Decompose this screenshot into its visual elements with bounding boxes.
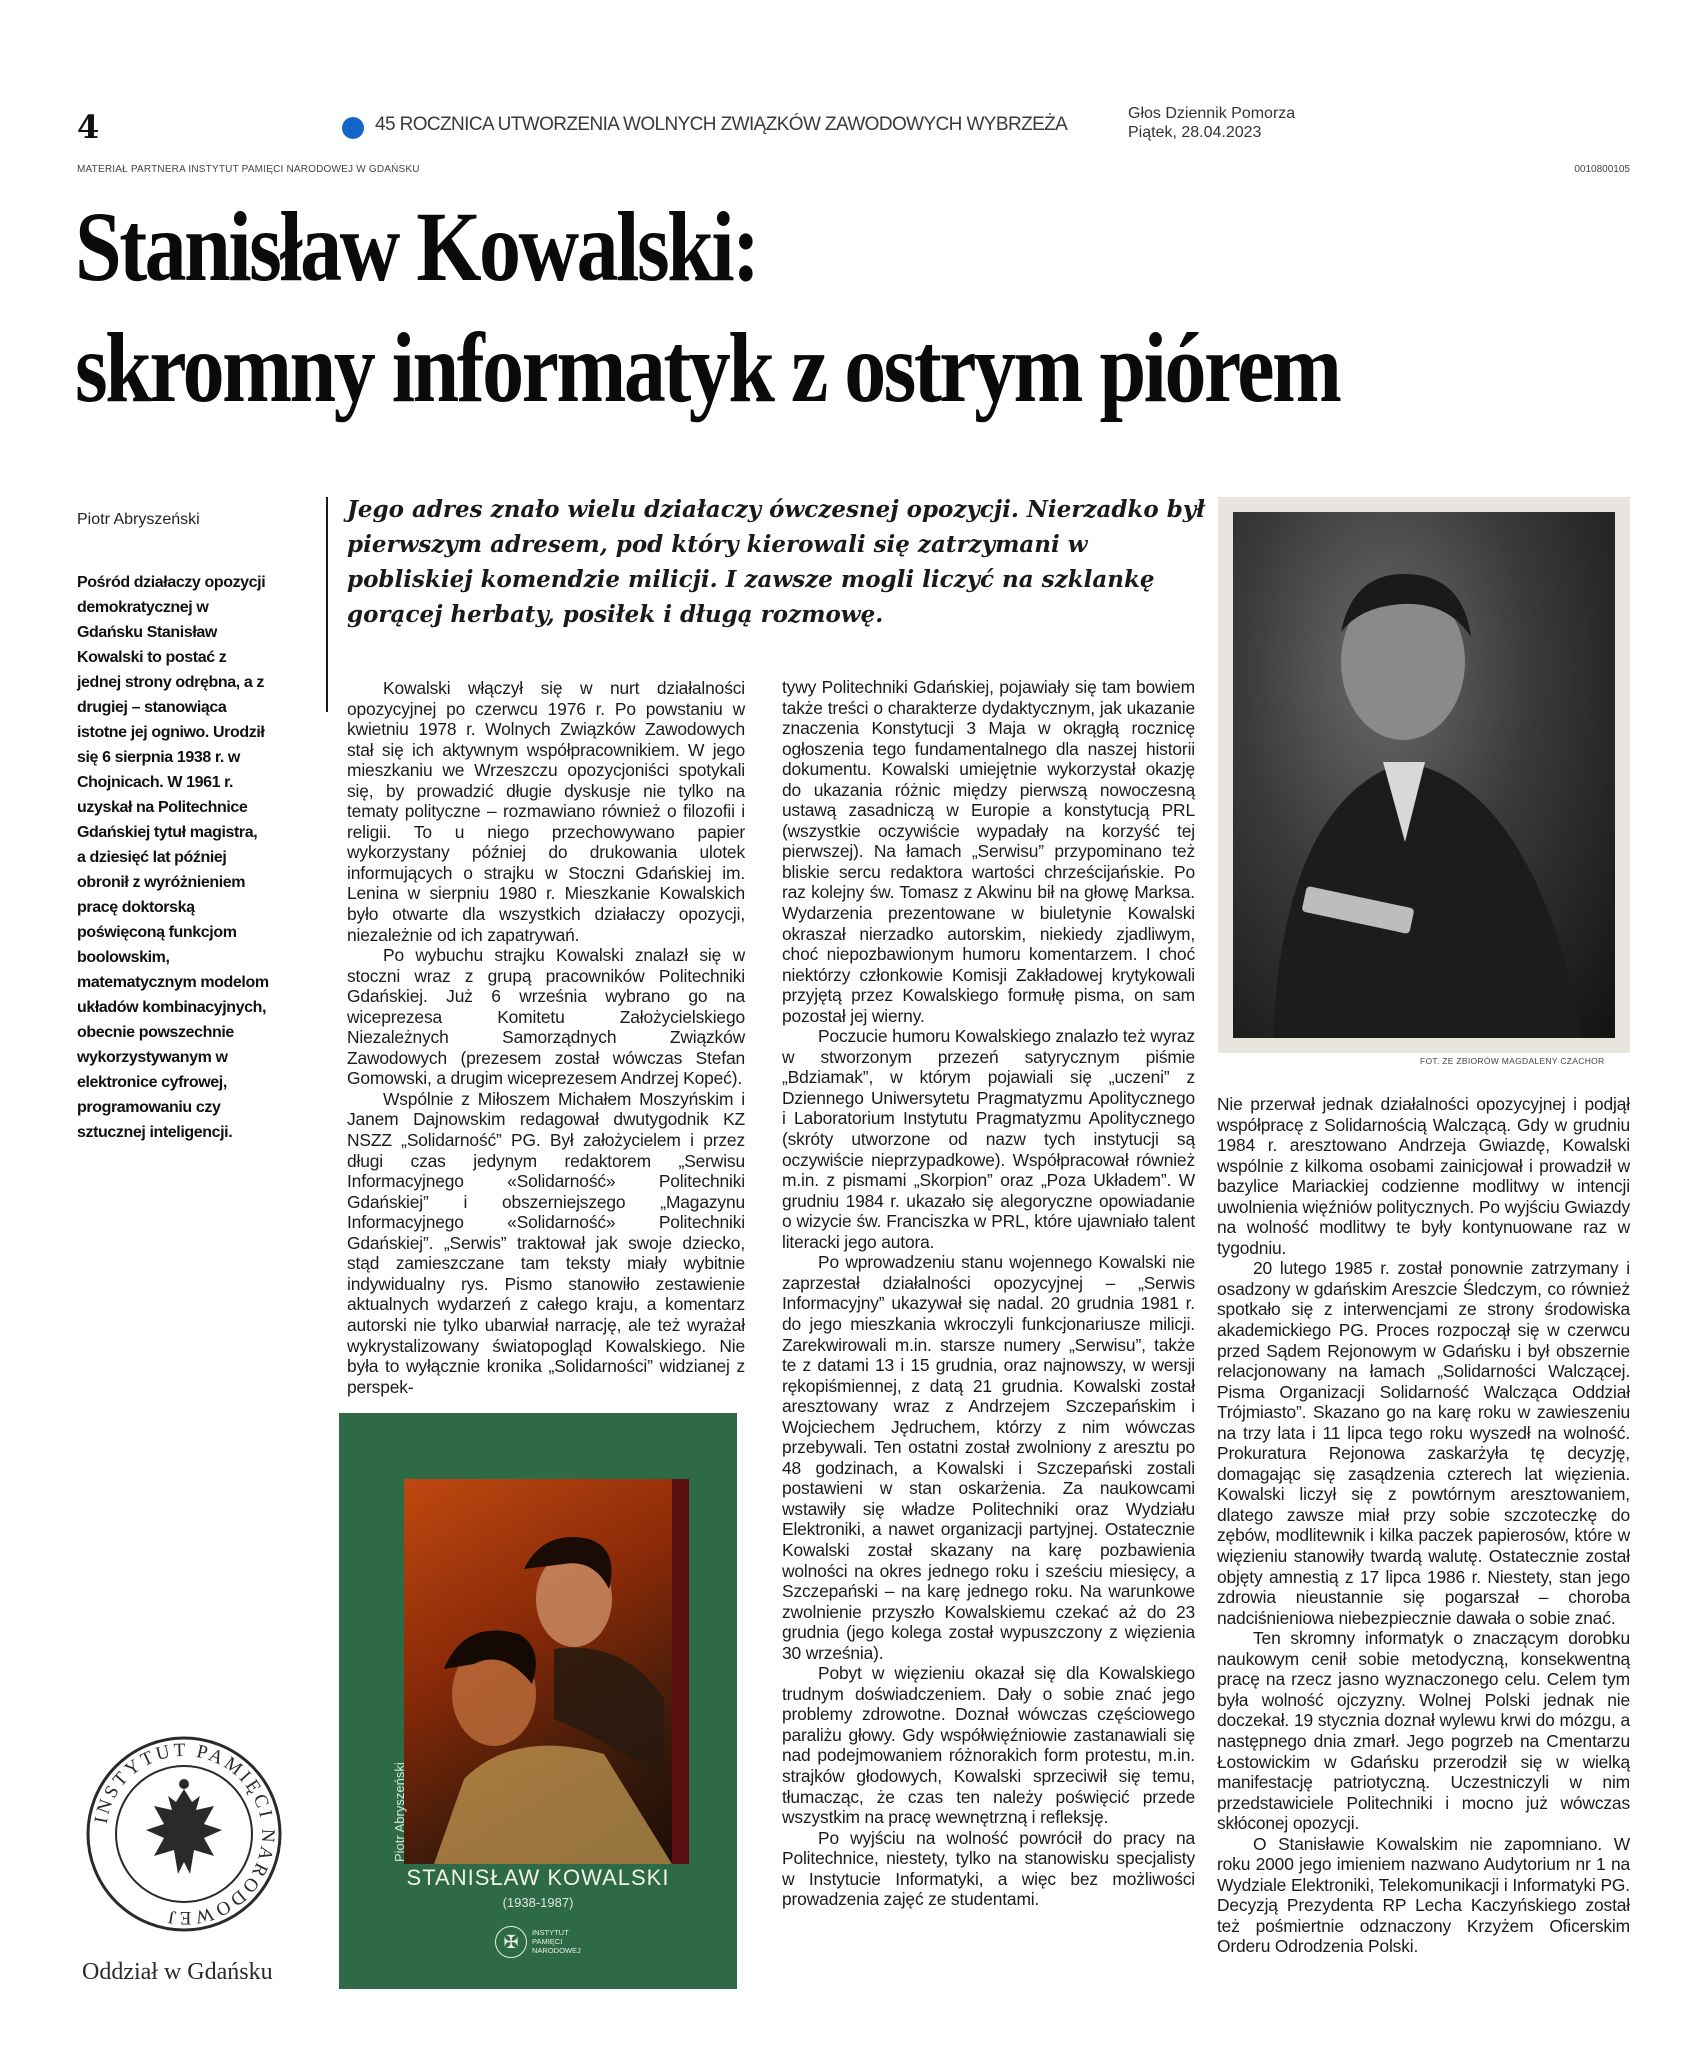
paragraph: Poczucie humoru Kowalskiego znalazło też wyraz w stworzonym przezeń satyrycznym piśmie „Bdziamak”, w którym pojawiali się „uczeni” z Dziennego Uniwersytetu Pragmatyzmu Apolitycznego i Laboratorium Instytutu Pragmatyzmu Apolitycznego (skróty utworzone od nazw tych instytucji są oczywiście nieprzypadkowe). Współpracował również m.in. z pismami „Skorpion” oraz „Poza Układem”. W grudniu 1984 r. ukazało się alegoryczne opowiadanie o wizycie św. Franciszka w PRL, które ujawniało talent literacki jego autora. [782, 1026, 1195, 1252]
page-code: 0010800105 [1574, 164, 1630, 175]
sponsor-line: MATERIAŁ PARTNERA INSTYTUT PAMIĘCI NARODOWEJ W GDAŃSKU [77, 164, 420, 175]
lead-paragraph: Jego adres znało wielu działaczy ówczesnej opozycji. Nierzadko był pierwszym adresem, pod który kierowali się zatrzymani w pobliskiej komendzie milicji. I zawsze mogli liczyć na szklankę gorącej herbaty, posiłek i długą rozmowę. [347, 496, 1206, 628]
book-years: (1938-1987) [502, 1895, 574, 1910]
paragraph: Po wprowadzeniu stanu wojennego Kowalski nie zaprzestał działalności opozycyjnej – „Serwis Informacyjny” ukazywał się nadal. 20 grudnia 1981 r. do jego mieszkania wkroczyli funkcjonariusze milicji. Zarekwirowali m.in. starsze numery „Serwisu”, także te z datami 13 i 15 grudnia, oraz najnowszy, w wersji rękopiśmiennej, z datą 21 grudnia. Kowalski został aresztowany wraz z Andrzejem Szczepańskim i Wojciechem Jędruchem, którzy z nim wówczas przebywali. Ten ostatni został zwolniony z aresztu po 48 godzinach, a Kowalski i Szczepański zostali postawieni w stan oskarżenia. Za naukowcami wstawiły się władze Politechniki oraz Wydziału Elektroniki, a nawet organizacji partyjnej. Ostatecznie Kowalski został skazany na karę pozbawienia wolności na okres jednego roku i sześciu miesięcy, a Szczepański – na karę jednego roku. Na warunkowe zwolnienie przyszło Kowalskiemu czekać aż do 23 grudnia (jego kolega został wypuszczony z więzienia 30 września). [782, 1252, 1195, 1663]
sidebar-intro: Pośród działaczy opozycji demokratycznej w Gdańsku Stanisław Kowalski to postać z jednej strony odrębna, a z drugiej – stanowiąca istotne jej ogniwo. Urodził się 6 sierpnia 1938 r. w Chojnicach. W 1961 r. uzyskał na Politechnice Gdańskiej tytuł magistra, a dziesięć lat później obronił z wyróżnieniem pracę doktorską poświęconą funkcjom boolowskim, matematycznym modelom układów kombinacyjnych, obecnie powszechnie wykorzystywanym w elektronice cyfrowej, programowaniu czy sztucznej inteligencji. [77, 574, 269, 1141]
photo-credit: FOT. ZE ZBIORÓW MAGDALENY CZACHOR [1420, 1056, 1605, 1066]
book-publisher: INSTYTUT PAMIĘCI NARODOWEJ [532, 1928, 581, 1955]
svg-text:INSTYTUT PAMIĘCI NARODOWEJ: INSTYTUT PAMIĘCI NARODOWEJ [90, 1739, 279, 1929]
paragraph: 20 lutego 1985 r. został ponownie zatrzymany i osadzony w gdańskim Areszcie Śledczym, co również spotkało się z interwencjami ze strony środowiska akademickiego PG. Proces rozpoczął się w czerwcu przed Sądem Rejonowym w Gdańsku i był obszernie relacjonowany na łamach „Solidarności Walczącej. Pisma Organizacji Solidarność Walcząca Oddział Trójmiasto”. Skazano go na karę roku w zawieszeniu na trzy lata i 11 lipca tego roku wyszedł na wolność. Prokuratura Rejonowa zaskarżyła tę decyzję, domagając się zasądzenia czterech lat więzienia. Kowalski liczył się z powtórnym aresztowaniem, dlatego zawsze miał przy sobie szczoteczkę do zębów, modlitewnik i kilka paczek papierosów, które w więzieniu stanowiły twardą walutę. Ostatecznie został objęty amnestią z 17 lipca 1986 r. Niestety, stan jego zdrowia nieustannie się pogarszał – choroba nadciśnieniowa niebezpiecznie dawała o sobie znać. [1217, 1258, 1630, 1628]
masthead-date: Piątek, 28.04.2023 [1128, 124, 1262, 141]
ipn-seal-icon [84, 1734, 284, 1934]
headline-line-1: Stanisław Kowalski: [75, 191, 758, 302]
masthead [1128, 104, 1295, 142]
paragraph: Nie przerwał jednak działalności opozycyjnej i podjął współpracę z Solidarnością Walczącą. Gdy w grudniu 1984 r. aresztowano Andrzeja Gwiazdę, Kowalski wspólnie z kilkoma osobami zainicjował i prowadził w bazylice Mariackiej codzienne modlitwy w intencji uwolnienia więźniów politycznych. Po wyjściu Gwiazdy na wolność modlitwy te były kontynuowane raz w tygodniu. [1217, 1094, 1630, 1258]
ipn-branch: Oddział w Gdańsku [82, 1959, 273, 1985]
paragraph: tywy Politechniki Gdańskiej, pojawiały się tam bowiem także treści o charakterze dydaktycznym, jak ukazanie znaczenia Konstytucji 3 Maja w okrągłą rocznicę ogłoszenia tego fundamentalnego dla naszej historii dokumentu. Kowalski umiejętnie wykorzystał okazję do ukazania różnic między pierwszą nowoczesną ustawą zasadniczą w Europie a konstytucją PRL (wszystkie oczywiście wypadały na korzyść tej pierwszej). Na łamach „Serwisu” przypominano też bliskie sercu redaktora wartości chrześcijańskie. Po raz kolejny św. Tomasz z Akwinu bił na głowę Marksa. Wydarzenia prezentowane w biuletynie Kowalski okraszał nierzadko autorskim, niekiedy zjadliwym, choć niepozbawionym humoru komentarzem. I choć niektórzy członkowie Komisji Zakładowej krytykowali przyjętą przez Kowalskiego formułę pisma, on sam pozostał jej wierny. [782, 677, 1195, 1026]
book-cover-stripe [672, 1479, 689, 1864]
paragraph: Wspólnie z Miłoszem Michałem Moszyńskim i Janem Dajnowskim redagował dwutygodnik KZ NSZZ „Solidarność” PG. Był założycielem i przez długi czas jedynym redaktorem „Serwisu Informacyjnego «Solidarność» Politechniki Gdańskiej” i obszerniejszego „Magazynu Informacyjnego «Solidarność» Politechniki Gdańskiej”. „Serwis” traktował jak swoje dziecko, stąd zamieszczane tam teksty miały wybitnie indywidualny rys. Pismo stanowiło zestawienie aktualnych wydarzeń z całego kraju, a komentarz autorski nie tylko ubarwiał narrację, ale też wyrażał wykrystalizowany światopogląd Kowalskiego. Nie była to wyłącznie kronika „Solidarności” widzianej z perspek- [347, 1088, 745, 1397]
paragraph: Po wyjściu na wolność powrócił do pracy na Politechnice, niestety, tylko na stanowisku specjalisty w Instytucie Informatyki, a więc bez możliwości prowadzenia zajęć ze studentami. [782, 1827, 1195, 1910]
ipn-eagle-icon: ✠ [495, 1926, 527, 1958]
headline [75, 186, 1385, 428]
paragraph: Pobyt w więzieniu okazał się dla Kowalskiego trudnym doświadczeniem. Dały o sobie znać jego problemy zdrowotne. Doznał wówczas częściowego paraliżu głowy. Gdy współwięźniowie zastanawiali się nad podejmowaniem różnorakich form protestu, m.in. strajków głodowych, Kowalski sprzeciwił się temu, tłumacząc, że czas ten należy poświęcić przede wszystkim na pracę wewnętrzną i refleksję. [782, 1663, 1195, 1828]
masthead-name: Głos Dziennik Pomorza [1128, 105, 1296, 122]
book-cover-photo [404, 1479, 672, 1864]
ipn-seal-logo [84, 1734, 284, 1934]
book-title: STANISŁAW KOWALSKI [406, 1865, 670, 1890]
section-title: 45 ROCZNICA UTWORZENIA WOLNYCH ZWIĄZKÓW ZAWODOWYCH WYBRZEŻA [375, 114, 1068, 135]
paragraph: Kowalski włączył się w nurt działalności opozycyjnej po czerwcu 1976 r. Po powstaniu w kwietniu 1978 r. Wolnych Związków Zawodowych stał się ich aktywnym współpracownikiem. W jego mieszkaniu we Wrzeszczu opozycjoniści spotykali się, by prowadzić długie dyskusje nie tylko na tematy polityczne – rozmawiano również o filozofii i religii. To u niego przechowywano papier wykorzystany później do drukowania ulotek informujących o strajku w Stoczni Gdańskiej im. Lenina w sierpniu 1980 r. Mieszkanie Kowalskich było otwarte dla wszystkich działaczy opozycji, niezależnie od ich zapatrywań. [347, 678, 745, 945]
article-column-2 [782, 677, 1195, 1910]
paragraph: O Stanisławie Kowalskim nie zapomniano. W roku 2000 jego imieniem nazwano Audytorium nr 1 na Wydziale Elektroniki, Telekomunikacji i Informatyki PG. Decyzją Prezydenta RP Lecha Kaczyńskiego został też pośmiertnie odznaczony Krzyżem Oficerskim Orderu Odrodzenia Polski. [1217, 1833, 1630, 1957]
headline-line-2: skromny informatyk z ostrym piórem [75, 312, 1340, 423]
book-cover-image-icon [404, 1479, 672, 1864]
portrait-photo [1233, 512, 1615, 1038]
lead-rule [326, 497, 328, 712]
article-column-3 [1217, 1094, 1630, 1957]
byline: Piotr Abryszeński [77, 511, 200, 528]
paragraph: Ten skromny informatyk o znaczącym dorobku naukowym cenił sobie metodyczną, konsekwentną pracę na rzecz jasno wyznaczonego celu. Celem tym była wolność ojczyzny. Wolnej Polski jednak nie doczekał. 19 stycznia doznał wylewu krwi do mózgu, a następnego dnia zmarł. Jego pogrzeb na Cmentarzu Łostowickim w Gdańsku przerodził się w wielką manifestację patriotyczną. Uczestniczyli w nim przedstawiciele Politechniki i mocno już wówczas skłóconej opozycji. [1217, 1628, 1630, 1834]
paragraph: Po wybuchu strajku Kowalski znalazł się w stoczni wraz z grupą pracowników Politechniki Gdańskiej. Już 6 września wybrano go na wiceprezesa Komitetu Założycielskiego Niezależnych Samorządnych Związków Zawodowych (prezesem został wówczas Stefan Gomowski, a drugim wiceprezesem Andrzej Kopeć). [347, 945, 745, 1089]
section-dot-icon [342, 117, 364, 139]
book-author: Piotr Abryszeński [392, 1762, 407, 1862]
page-number: 4 [77, 108, 100, 146]
portrait-silhouette-icon [1233, 512, 1615, 1038]
article-column-1 [347, 678, 745, 1397]
